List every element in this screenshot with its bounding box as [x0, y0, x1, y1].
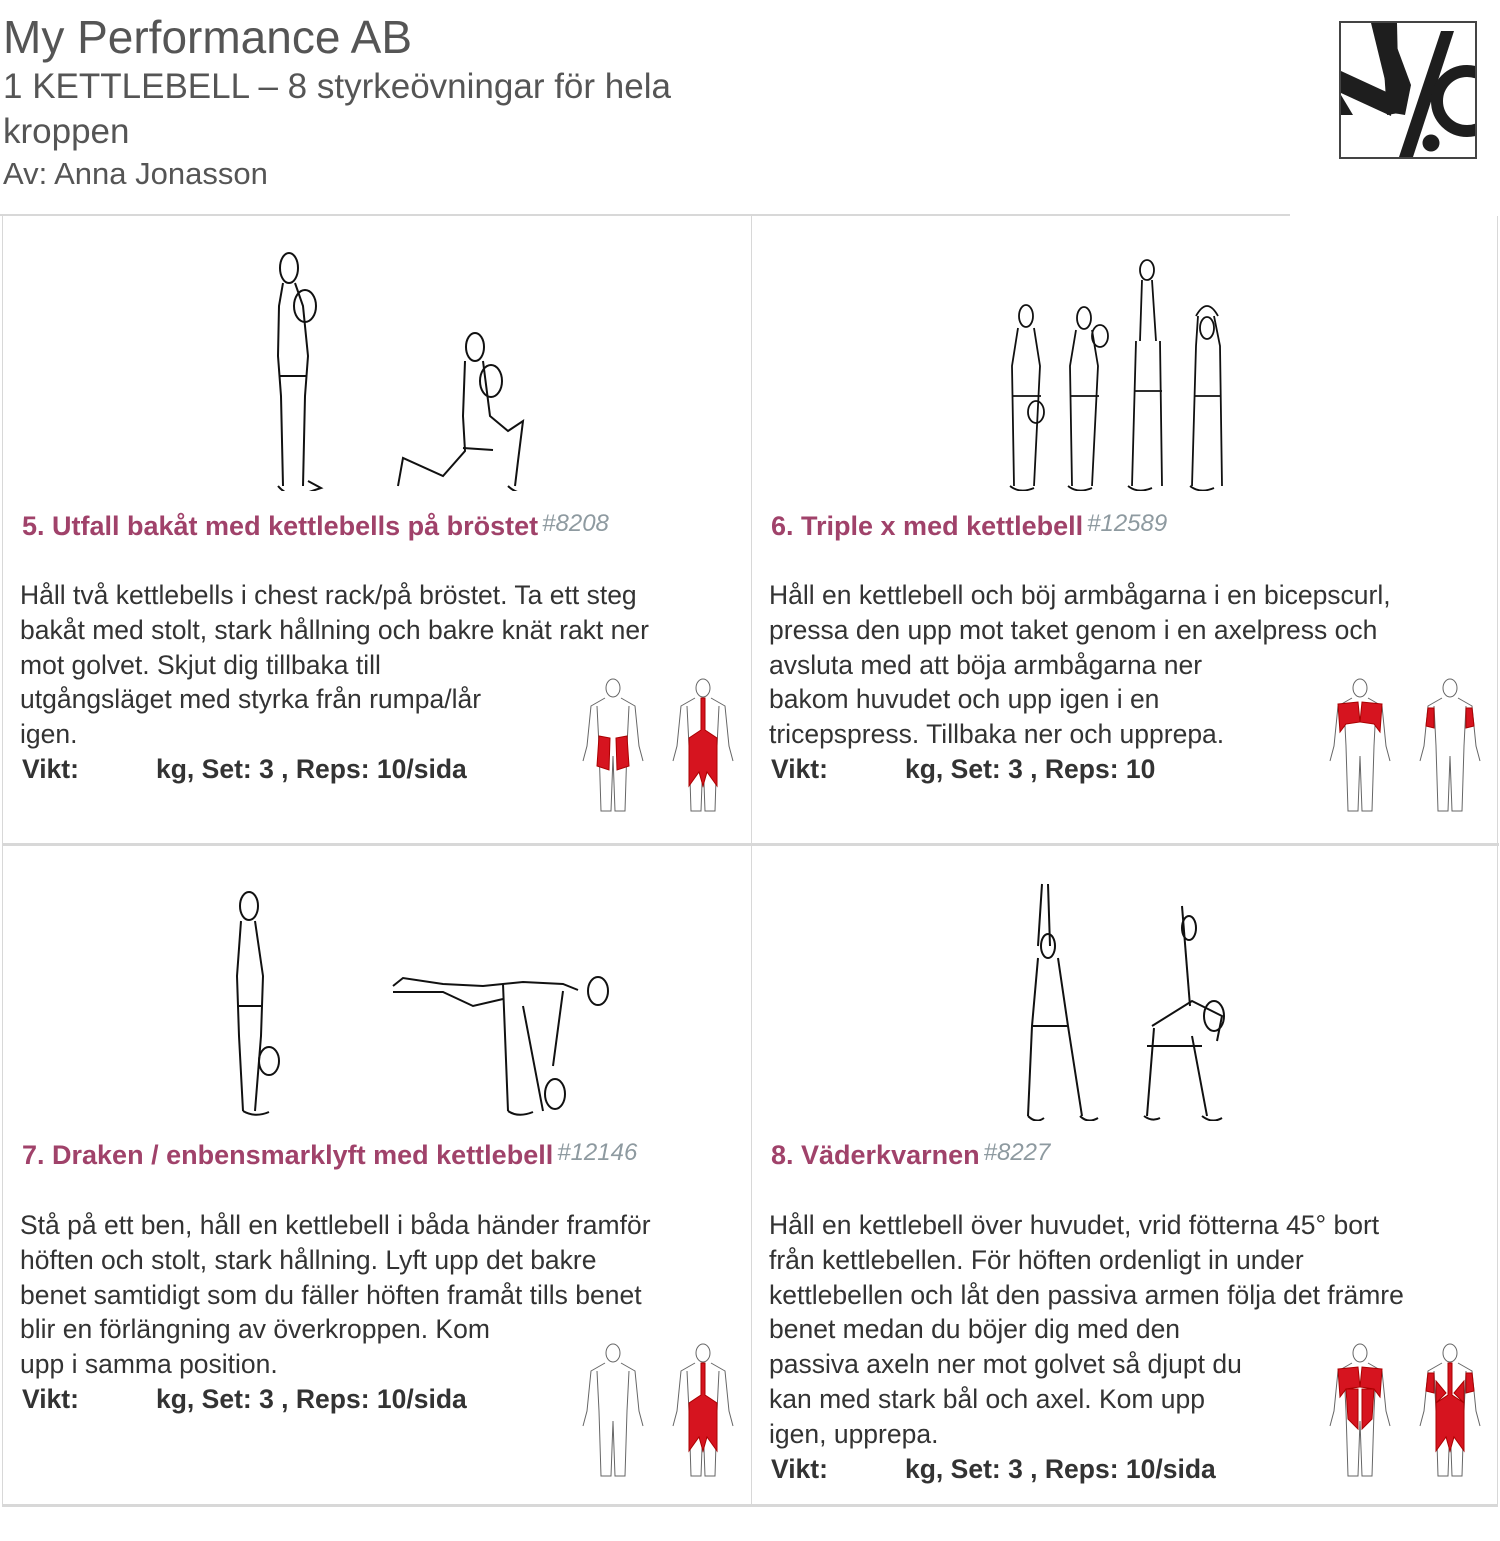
muscle-map-icon — [1320, 676, 1490, 816]
windmill-illustration — [752, 866, 1499, 1121]
exercise-description: Håll en kettlebell och böj armbågarna i en bicepscurl, pressa den upp mot taket genom i en axelpress och avsluta med att böja armbågarna ner bakom huvudet och upp igen i en tricepspress. Tillbaka ner och upprepa. Vikt: kg, Set: 3 , Reps: 10 — [769, 578, 1391, 787]
reverse-lunge-illustration — [3, 236, 751, 491]
program-title: 1 KETTLEBELL – 8 styrkeövningar för hela kroppen — [3, 67, 671, 151]
exercise-title: 8. Väderkvarnen #8227 — [771, 1139, 1051, 1170]
exercise-dose: Vikt: kg, Set: 3 , Reps: 10/sida — [22, 753, 467, 784]
exercise-card-8 — [751, 843, 1499, 1504]
brand-name: My Performance AB — [3, 11, 413, 63]
exercise-card-6 — [751, 216, 1499, 843]
exercise-card-7 — [3, 843, 751, 1504]
exercise-id: #12589 — [1087, 510, 1168, 537]
exercise-title: 5. Utfall bakåt med kettlebells på bröstet #8208 — [22, 510, 609, 541]
document-header — [3, 10, 1003, 194]
single-leg-deadlift-illustration — [3, 866, 751, 1121]
muscle-map-icon — [573, 676, 743, 816]
exercise-dose: Vikt: kg, Set: 3 , Reps: 10/sida — [22, 1383, 467, 1414]
exercise-id: #8208 — [542, 510, 609, 537]
exercise-title: 7. Draken / enbensmarklyft med kettlebell #12146 — [22, 1139, 638, 1170]
exercise-id: #8227 — [983, 1139, 1051, 1166]
exercise-card-5 — [3, 216, 751, 843]
exercise-description: Håll två kettlebells i chest rack/på bröstet. Ta ett steg bakåt med stolt, stark hållning och bakre knät rakt ner mot golvet. Skjut dig tillbaka till utgångsläget med styrka från rumpa/lår igen. Vikt: kg, Set: 3 , Reps: 10/sida — [20, 578, 649, 787]
muscle-map-icon — [1320, 1341, 1490, 1481]
triple-x-illustration — [752, 236, 1499, 491]
exercise-grid — [2, 216, 1498, 1507]
my-performance-logo-icon — [1339, 21, 1477, 159]
exercise-id: #12146 — [557, 1139, 638, 1166]
exercise-dose: Vikt: kg, Set: 3 , Reps: 10 — [771, 753, 1156, 784]
exercise-title: 6. Triple x med kettlebell #12589 — [771, 510, 1168, 541]
exercise-dose: Vikt: kg, Set: 3 , Reps: 10/sida — [771, 1453, 1216, 1484]
exercise-description: Håll en kettlebell över huvudet, vrid fötterna 45° bort från kettlebellen. För höften ordenligt in under kettlebellen och låt den passiva armen följa det främre benet medan du böjer dig med den passiva axeln ner mot golvet så djupt du kan med stark bål och axel. Kom upp igen, upprepa. Vikt: kg, Set: 3 , Reps: 10/sida — [769, 1208, 1404, 1486]
author: Av: Anna Jonasson — [3, 156, 268, 191]
muscle-map-icon — [573, 1341, 743, 1481]
exercise-description: Stå på ett ben, håll en kettlebell i båda händer framför höften och stolt, stark hållning. Lyft upp det bakre benet samtidigt som du fäller höften framåt tills benet blir en förlängning av överkroppen. Kom upp i samma position. Vikt: kg, Set: 3 , Reps: 10/sida — [20, 1208, 651, 1417]
